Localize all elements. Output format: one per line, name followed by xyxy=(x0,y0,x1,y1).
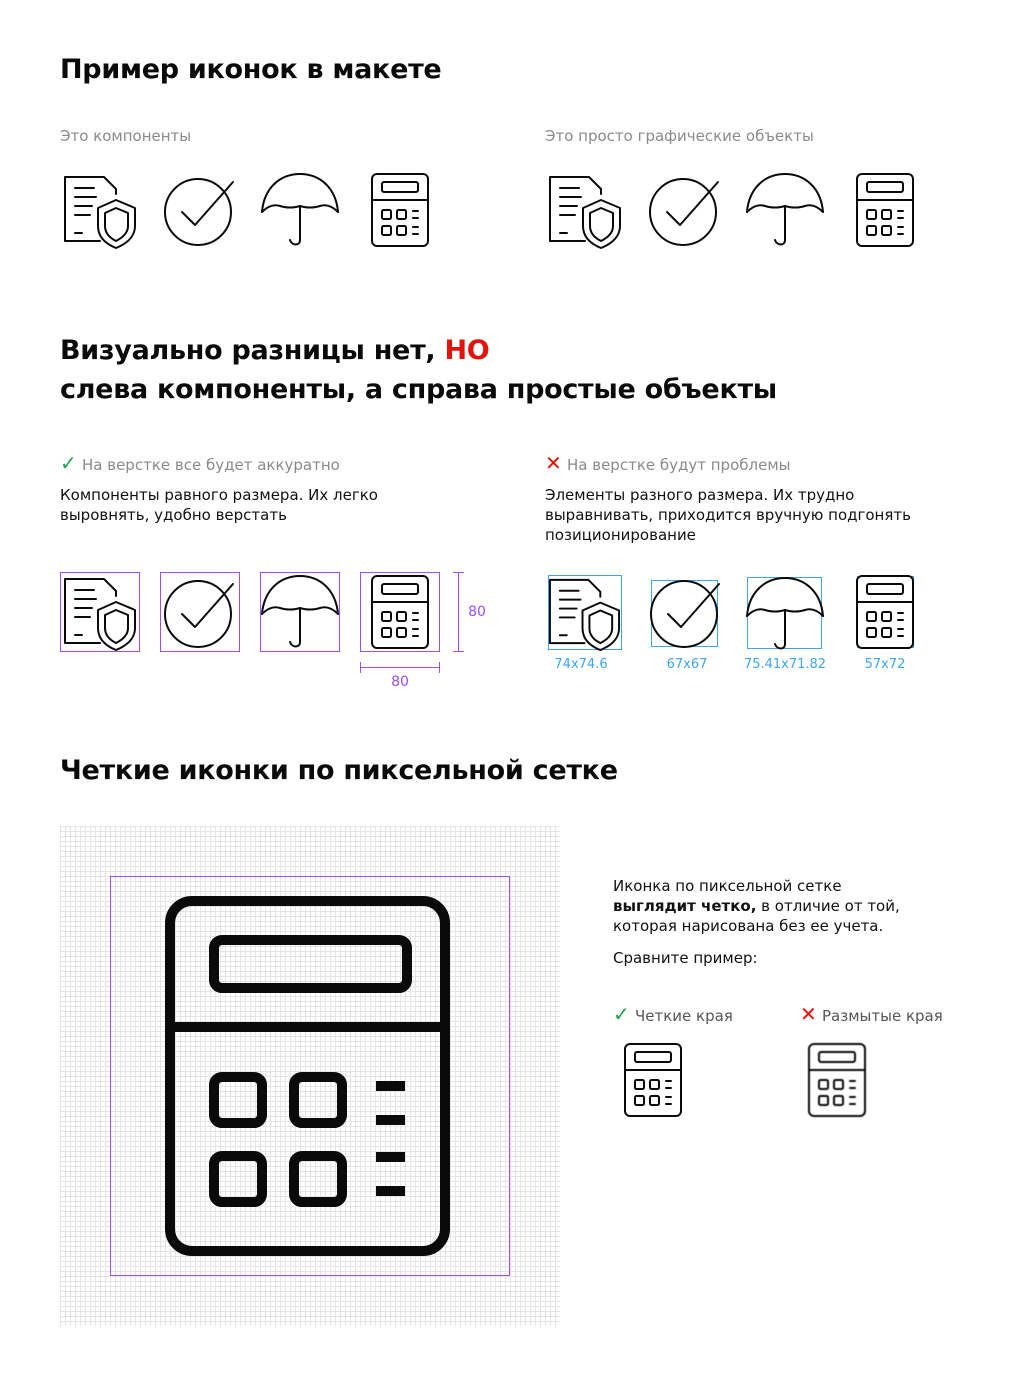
width-dimension-tick xyxy=(439,662,440,673)
umbrella-icon xyxy=(745,574,825,654)
calculator-icon xyxy=(845,572,925,652)
height-dimension-line xyxy=(458,572,459,652)
grid-explanation-part1: Иконка по пиксельной сетке xyxy=(613,877,842,895)
components-caption: Это компоненты xyxy=(60,127,192,145)
large-calculator-icon xyxy=(110,876,510,1276)
calculator-icon-sharp xyxy=(613,1040,693,1120)
width-dimension-tick xyxy=(360,662,361,673)
calculator-icon xyxy=(360,572,440,652)
bad-caption: На верстке будут проблемы xyxy=(567,456,791,474)
document-shield-icon xyxy=(545,573,624,652)
section2-title-highlight: НО xyxy=(444,335,490,366)
calculator-icon xyxy=(360,170,440,250)
section2-title-line1: Визуально разницы нет, xyxy=(60,335,445,366)
umbrella-icon xyxy=(260,170,340,250)
size-label: 74x74.6 xyxy=(554,657,608,672)
document-shield-icon xyxy=(545,170,625,250)
section2-title-line2: слева компоненты, а справа простые объекты xyxy=(60,374,777,405)
sharp-edges-row xyxy=(613,1002,733,1026)
bad-description: Элементы разного размера. Их трудно выравнивать, приходится вручную подгонять позиционирование xyxy=(545,486,911,544)
check-circle-icon xyxy=(160,170,240,250)
compare-label: Сравните пример: xyxy=(613,949,758,967)
good-caption: На верстке все будет аккуратно xyxy=(82,456,340,474)
size-label: 57x72 xyxy=(864,657,906,672)
umbrella-icon xyxy=(745,170,825,250)
section3-title: Четкие иконки по пиксельной сетке xyxy=(60,755,618,786)
check-circle-icon xyxy=(646,572,726,652)
good-description: Компоненты равного размера. Их легко выровнять, удобно верстать xyxy=(60,486,378,524)
grid-explanation xyxy=(613,876,913,936)
graphic-objects-caption: Это просто графические объекты xyxy=(545,127,814,145)
height-dimension-label: 80 xyxy=(468,604,486,620)
check-circle-icon xyxy=(645,170,725,250)
document-shield-icon xyxy=(60,572,140,652)
calculator-icon-blurry xyxy=(797,1040,877,1120)
grid-explanation-part2: в отличие от той, которая нарисована без ее учета. xyxy=(613,897,900,935)
blurry-edges-row xyxy=(800,1002,943,1026)
check-circle-icon xyxy=(160,572,240,652)
section1-title: Пример иконок в макете xyxy=(60,54,442,85)
check-mark-icon: ✓ xyxy=(613,1002,630,1026)
section2-title xyxy=(60,331,777,409)
check-mark-icon: ✓ xyxy=(60,451,77,475)
umbrella-icon xyxy=(260,572,340,652)
cross-mark-icon: ✕ xyxy=(800,1002,817,1026)
size-label: 75.41x71.82 xyxy=(743,657,827,672)
width-dimension-label: 80 xyxy=(391,674,409,690)
grid-explanation-bold: выглядит четко, xyxy=(613,897,757,915)
document-shield-icon xyxy=(60,170,140,250)
width-dimension-line xyxy=(360,667,440,668)
sharp-edges-label: Четкие края xyxy=(635,1007,733,1025)
bad-caption-row xyxy=(545,451,790,475)
height-dimension-tick xyxy=(453,651,464,652)
size-label: 67x67 xyxy=(666,657,708,672)
cross-mark-icon: ✕ xyxy=(545,451,562,475)
blurry-edges-label: Размытые края xyxy=(822,1007,943,1025)
calculator-icon xyxy=(845,170,925,250)
height-dimension-tick xyxy=(453,572,464,573)
good-caption-row xyxy=(60,451,340,475)
